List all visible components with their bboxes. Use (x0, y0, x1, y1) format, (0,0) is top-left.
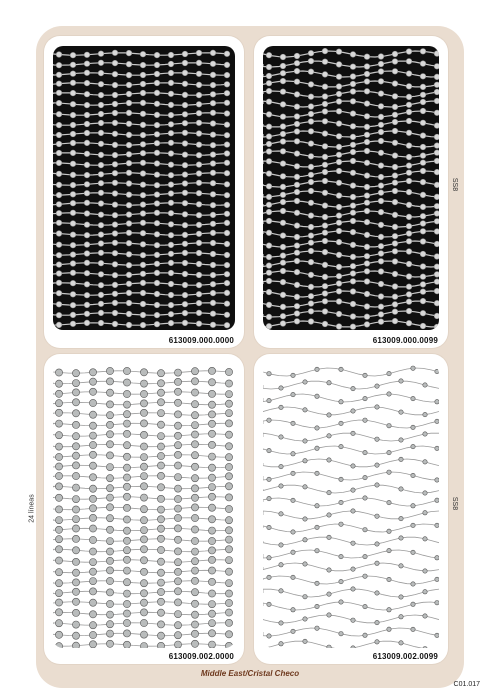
swatch-image-4 (263, 364, 439, 648)
product-code-1: 613009.000.0000 (168, 336, 234, 345)
size-label-bottom: SS8 (451, 496, 459, 511)
sample-card-1 (44, 36, 244, 348)
product-code-2: 613009.000.0099 (372, 336, 438, 345)
sample-card-4 (254, 354, 448, 664)
product-code-3: 613009.002.0000 (168, 652, 234, 661)
swatch-image-3 (53, 364, 235, 648)
collection-title: Middle East/Cristal Checo (200, 669, 300, 678)
swatch-image-2 (263, 46, 439, 330)
lines-label: 24 líneas (28, 494, 36, 523)
sample-card-2 (254, 36, 448, 348)
size-label-top: SS8 (451, 177, 459, 192)
product-code-4: 613009.002.0099 (372, 652, 438, 661)
page-number: C01.017 (453, 681, 480, 688)
sample-card-3 (44, 354, 244, 664)
swatch-image-1 (53, 46, 235, 330)
